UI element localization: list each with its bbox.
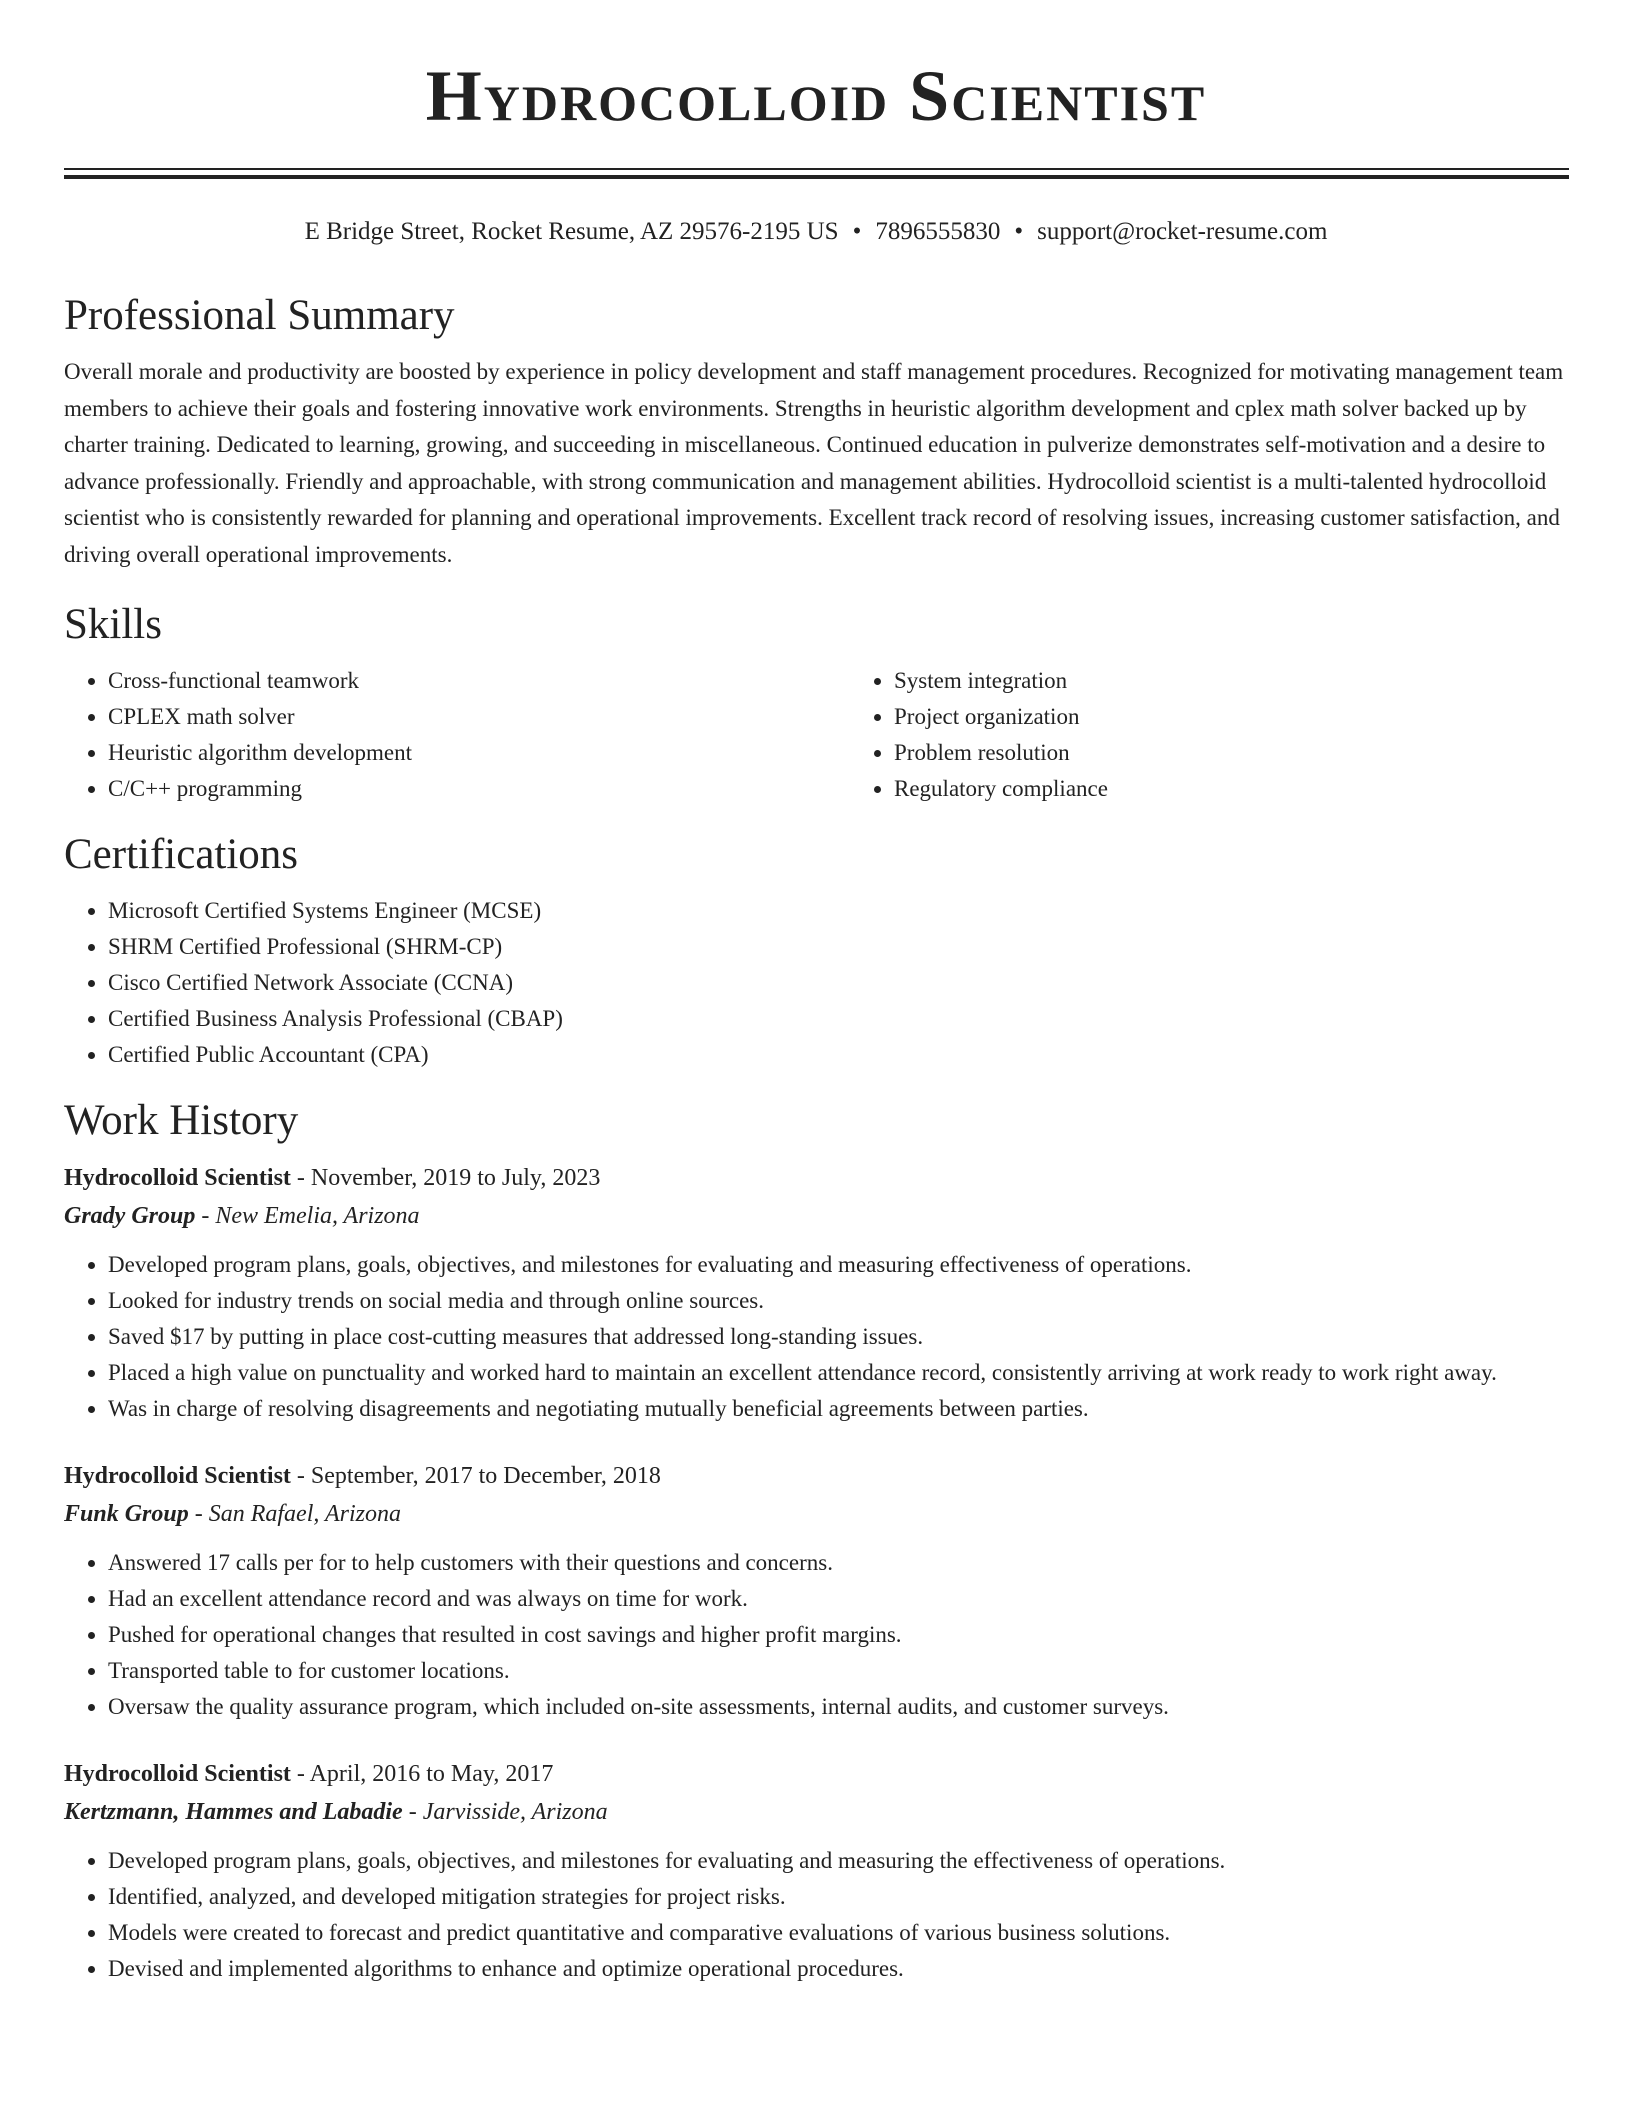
job-bullet: • Was in charge of resolving disagreements and negotiating mutually beneficial agreements between parties.: [108, 1391, 1569, 1427]
summary-section: [64, 290, 1569, 573]
skill-item: • CPLEX math solver: [108, 699, 850, 735]
skills-section: [64, 599, 1569, 807]
certification-item: • SHRM Certified Professional (SHRM-CP): [108, 929, 1569, 965]
resume-content: [64, 290, 1569, 2017]
contact-email: support@rocket-resume.com: [1037, 218, 1328, 245]
contact-phone: 7896555830: [875, 218, 1001, 245]
job-entry: [64, 1457, 1569, 1725]
job-bullet: • Models were created to forecast and predict quantitative and comparative evaluations of various business solutions.: [108, 1915, 1569, 1951]
job-entry: [64, 1755, 1569, 1987]
skill-item: • Cross-functional teamwork: [108, 663, 850, 699]
job-bullet: • Answered 17 calls per for to help customers with their questions and concerns.: [108, 1545, 1569, 1581]
job-bullets: [64, 1545, 1569, 1725]
candidate-name: Hydrocolloid Scientist: [425, 56, 1207, 136]
job-title: Hydrocolloid Scientist: [64, 1463, 291, 1489]
job-entry: [64, 1159, 1569, 1427]
contact-separator: •: [852, 218, 862, 245]
work-history-section: [64, 1095, 1569, 1987]
job-company: Funk Group: [64, 1501, 189, 1527]
certification-item: • Certified Business Analysis Professional (CBAP): [108, 1001, 1569, 1037]
job-dates: - November, 2019 to July, 2023: [290, 1165, 601, 1191]
job-company: Kertzmann, Hammes and Labadie: [64, 1799, 403, 1825]
certifications-list: [64, 893, 1569, 1073]
skill-item: • Regulatory compliance: [894, 771, 1632, 807]
job-bullet: • Oversaw the quality assurance program, which included on-site assessments, internal audits, and customer surveys.: [108, 1689, 1569, 1725]
job-bullet: • Pushed for operational changes that resulted in cost savings and higher profit margins.: [108, 1617, 1569, 1653]
job-bullet: • Transported table to for customer locations.: [108, 1653, 1569, 1689]
job-company-line: [64, 1197, 1569, 1235]
job-title-line: [64, 1755, 1569, 1793]
contact-separator: •: [1014, 218, 1024, 245]
job-title: Hydrocolloid Scientist: [64, 1761, 291, 1787]
skill-item: • Heuristic algorithm development: [108, 735, 850, 771]
certification-item: • Cisco Certified Network Associate (CCNA): [108, 965, 1569, 1001]
job-bullet: • Devised and implemented algorithms to enhance and optimize operational procedures.: [108, 1951, 1569, 1987]
contact-address: E Bridge Street, Rocket Resume, AZ 29576-2195 US: [304, 218, 839, 245]
job-location: - San Rafael, Arizona: [188, 1501, 401, 1527]
skill-item: • Problem resolution: [894, 735, 1632, 771]
job-location: - New Emelia, Arizona: [195, 1203, 420, 1229]
job-bullets: [64, 1247, 1569, 1427]
skills-list-right: [850, 663, 1632, 807]
job-bullets: [64, 1843, 1569, 1987]
job-company: Grady Group: [64, 1203, 196, 1229]
job-bullet: • Developed program plans, goals, objectives, and milestones for evaluating and measuring the effectiveness of operations.: [108, 1843, 1569, 1879]
summary-text: Overall morale and productivity are boosted by experience in policy development and staff management procedures. Recognized for motivating management team members to achieve their goals and fostering innovative work environments. Strengths in heuristic algorithm development and cplex math solver backed up by charter training. Dedicated to learning, growing, and succeeding in miscellaneous. Continued education in pulverize demonstrates self-motivation and a desire to advance professionally. Friendly and approachable, with strong communication and management abilities. Hydrocolloid scientist is a multi-talented hydrocolloid scientist who is consistently rewarded for planning and operational improvements. Excellent track record of resolving issues, increasing customer satisfaction, and driving overall operational improvements.: [64, 359, 1564, 567]
header-divider-thick: [64, 175, 1569, 179]
section-heading-summary: Professional Summary: [64, 292, 455, 339]
job-title: Hydrocolloid Scientist: [64, 1165, 291, 1191]
skills-list-left: [64, 663, 850, 807]
section-heading-skills: Skills: [64, 601, 162, 648]
job-company-line: [64, 1793, 1569, 1831]
header-divider-thin: [64, 168, 1569, 170]
job-company-line: [64, 1495, 1569, 1533]
skill-item: • Project organization: [894, 699, 1632, 735]
job-title-line: [64, 1457, 1569, 1495]
skill-item: • System integration: [894, 663, 1632, 699]
skill-item: • C/C++ programming: [108, 771, 850, 807]
job-bullet: • Saved $17 by putting in place cost-cutting measures that addressed long-standing issues.: [108, 1319, 1569, 1355]
section-heading-work-history: Work History: [64, 1097, 299, 1144]
job-title-line: [64, 1159, 1569, 1197]
section-heading-certifications: Certifications: [64, 831, 299, 878]
certification-item: • Certified Public Accountant (CPA): [108, 1037, 1569, 1073]
job-location: - Jarvisside, Arizona: [402, 1799, 608, 1825]
job-bullet: • Placed a high value on punctuality and worked hard to maintain an excellent attendance record, consistently arriving at work ready to work right away.: [108, 1355, 1569, 1391]
contact-line: [0, 216, 1632, 248]
certification-item: • Microsoft Certified Systems Engineer (MCSE): [108, 893, 1569, 929]
job-dates: - April, 2016 to May, 2017: [290, 1761, 554, 1787]
job-dates: - September, 2017 to December, 2018: [290, 1463, 661, 1489]
job-bullet: • Looked for industry trends on social media and through online sources.: [108, 1283, 1569, 1319]
job-bullet: • Had an excellent attendance record and was always on time for work.: [108, 1581, 1569, 1617]
skills-columns: [64, 663, 1569, 807]
job-bullet: • Identified, analyzed, and developed mitigation strategies for project risks.: [108, 1879, 1569, 1915]
job-bullet: • Developed program plans, goals, objectives, and milestones for evaluating and measuring effectiveness of operations.: [108, 1247, 1569, 1283]
certifications-section: [64, 829, 1569, 1073]
